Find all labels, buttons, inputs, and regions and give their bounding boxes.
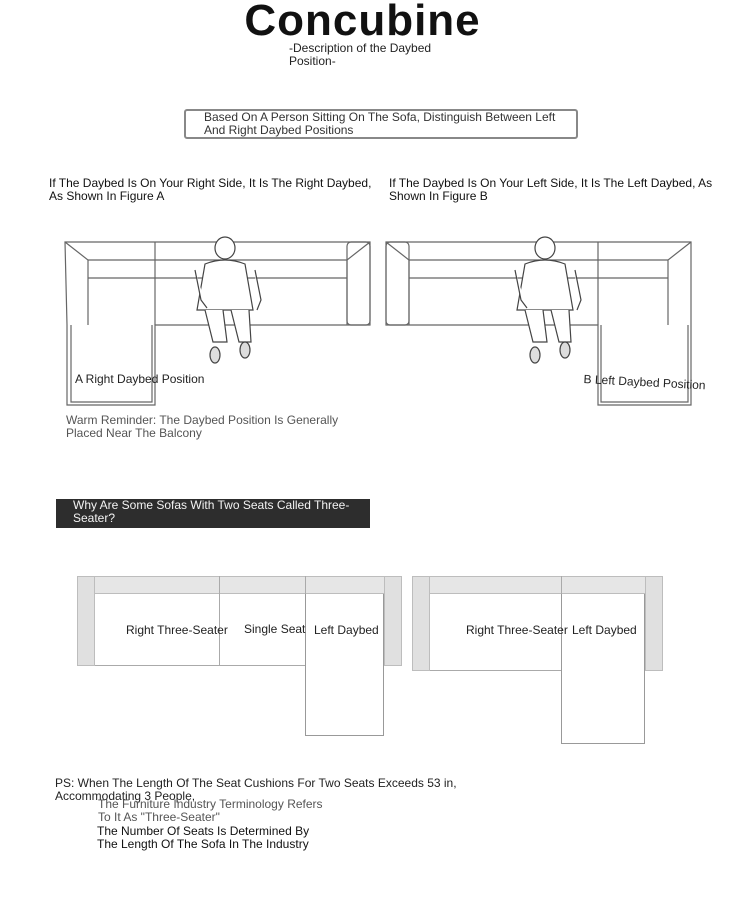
intro-box: Based On A Person Sitting On The Sofa, Distinguish Between Left And Right Daybed Positions xyxy=(184,109,578,139)
seat-label: Left Daybed xyxy=(314,623,379,637)
seat-label: Left Daybed xyxy=(572,623,637,637)
question-bar: Why Are Some Sofas With Two Seats Called Three-Seater? xyxy=(56,499,370,528)
seat-label: Right Three-Seater xyxy=(466,623,568,637)
figure-b-caption: If The Daybed Is On Your Left Side, It Is The Left Daybed, As Shown In Figure B xyxy=(389,176,713,203)
figure-a-caption: If The Daybed Is On Your Right Side, It Is The Right Daybed, As Shown In Figure A xyxy=(49,176,372,203)
sofa-back xyxy=(77,576,402,594)
diagram-right xyxy=(412,576,663,744)
sofa-back xyxy=(412,576,663,594)
right-arm xyxy=(384,576,402,666)
figure-a-label: A Right Daybed Position xyxy=(75,372,205,386)
figure-a-sofa-drawing xyxy=(55,230,380,415)
terminology-note: The Furniture Industry Terminology Refers To It As "Three-Seater" xyxy=(98,797,323,824)
conclusion-note: The Number Of Seats Is Determined By The Length Of The Sofa In The Industry xyxy=(97,824,310,851)
ps-note: PS: When The Length Of The Seat Cushions For Two Seats Exceeds 53 in, Accommodating 3 People, xyxy=(55,776,457,803)
chaise xyxy=(305,594,384,736)
left-arm xyxy=(412,576,430,671)
diagram-left xyxy=(77,576,402,736)
page-title: Concubine xyxy=(244,0,481,45)
page-subtitle: -Description of the Daybed Position- xyxy=(289,41,432,68)
divider xyxy=(219,576,220,666)
warm-reminder: Warm Reminder: The Daybed Position Is Generally Placed Near The Balcony xyxy=(66,413,339,440)
seat-label: Right Three-Seater xyxy=(126,623,228,637)
seat-label: Single Seat xyxy=(244,622,306,636)
right-arm xyxy=(645,576,663,671)
figure-b-label: B Left Daybed Position xyxy=(583,372,706,393)
left-arm xyxy=(77,576,95,666)
chaise xyxy=(561,594,645,744)
